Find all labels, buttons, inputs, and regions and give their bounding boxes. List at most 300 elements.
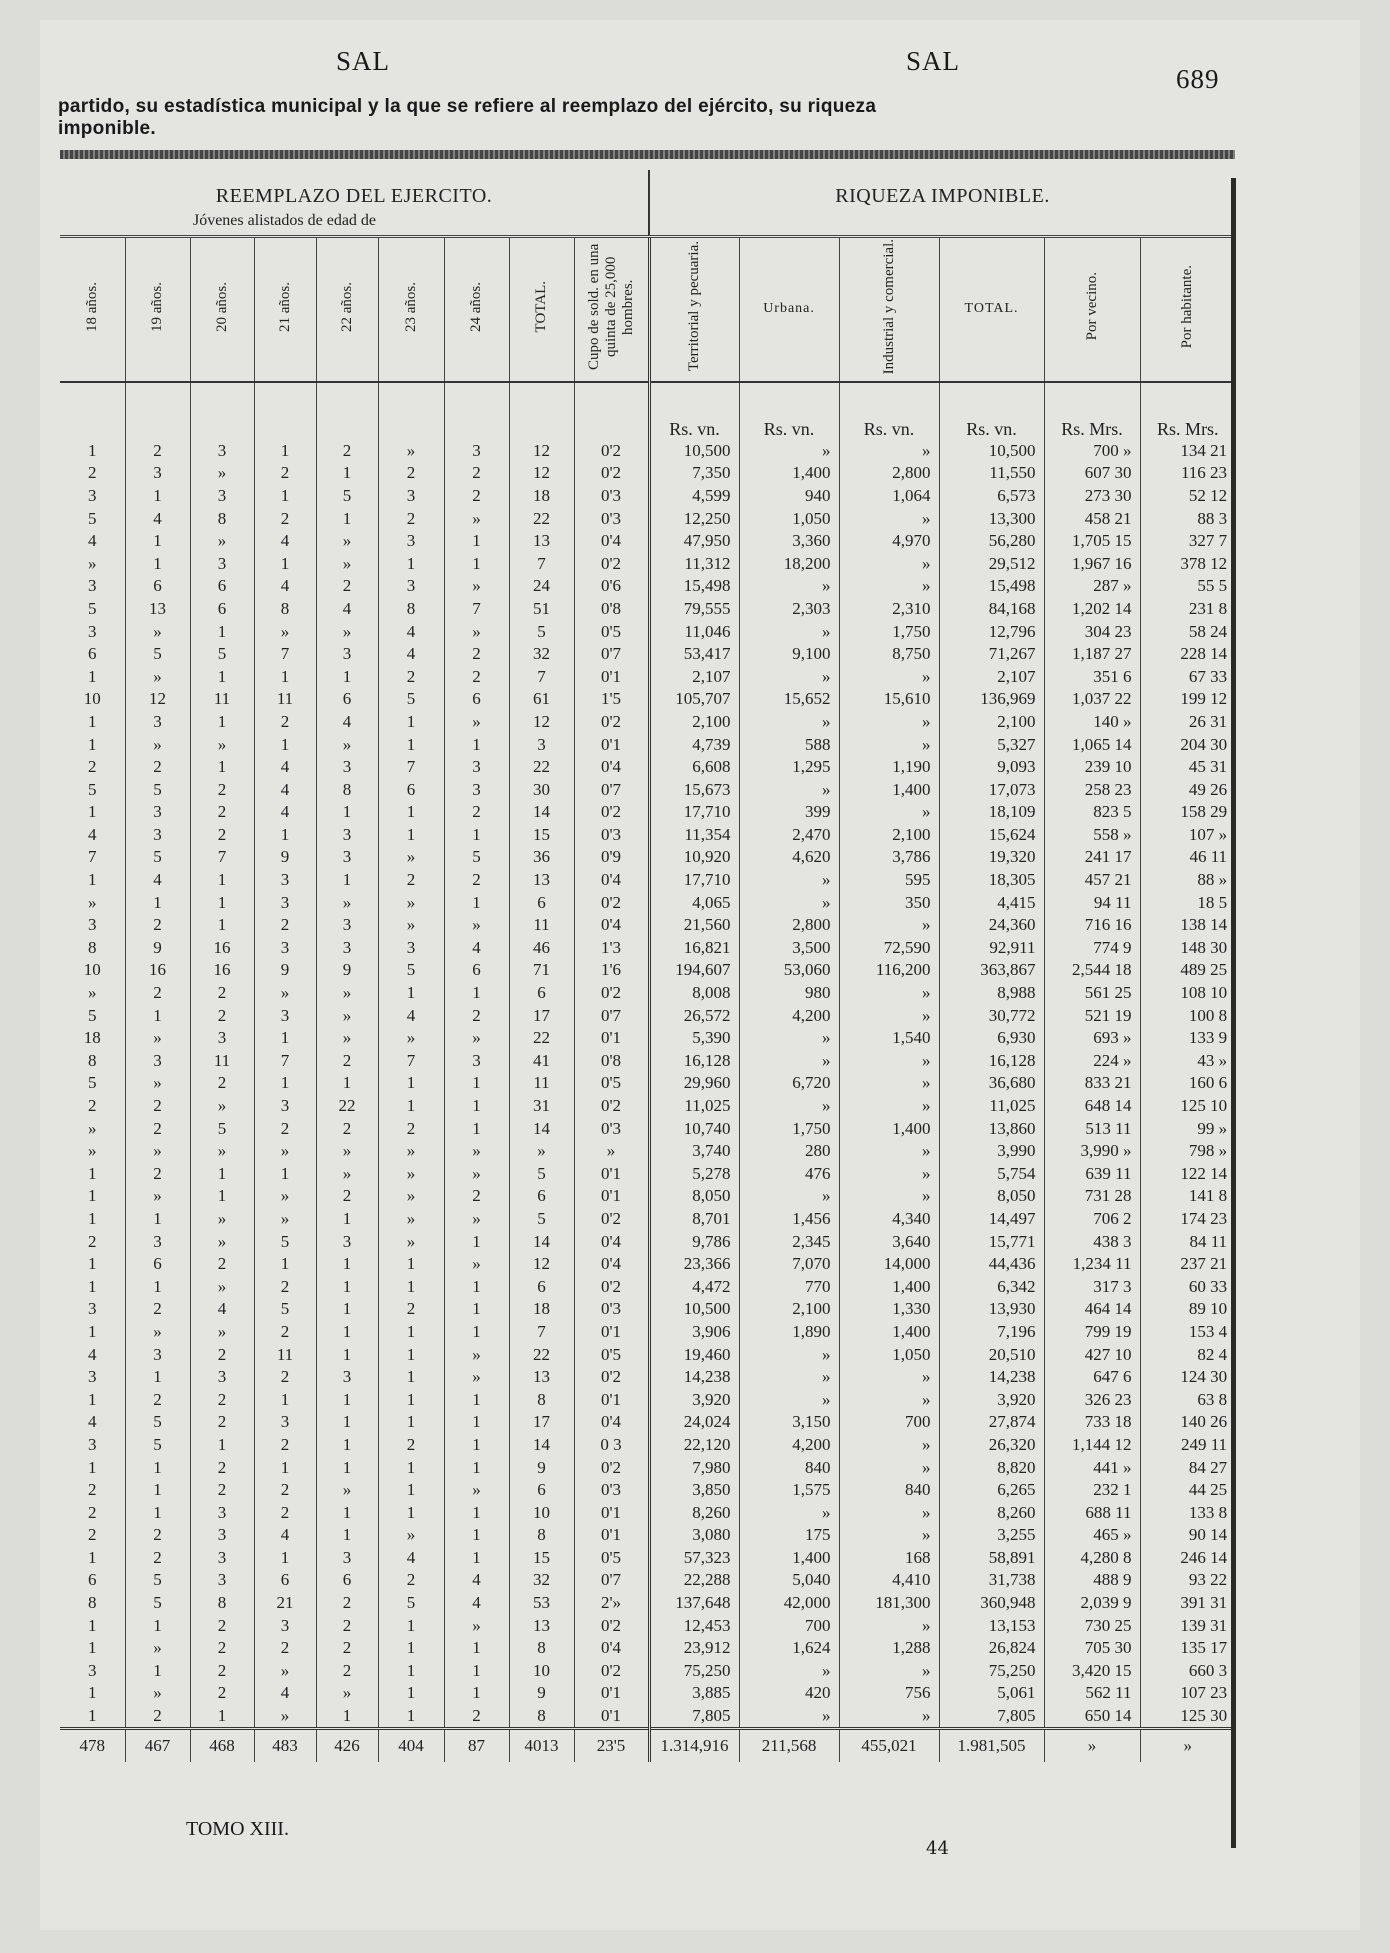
table-cell: 4 xyxy=(378,1004,444,1027)
table-cell: 363,867 xyxy=(939,959,1044,982)
table-cell: 1 xyxy=(378,1366,444,1389)
table-cell: 650 14 xyxy=(1044,1705,1140,1729)
table-cell: 168 xyxy=(839,1547,939,1570)
table-cell: 11 xyxy=(509,1072,574,1095)
table-cell: 9 xyxy=(125,937,190,960)
table-cell: 840 xyxy=(839,1479,939,1502)
table-cell: 3 xyxy=(316,756,378,779)
table-cell: 1 xyxy=(60,1637,125,1660)
table-cell: 15,610 xyxy=(839,688,939,711)
table-cell: 8 xyxy=(60,1050,125,1073)
table-cell: 5 xyxy=(190,1117,254,1140)
table-cell: » xyxy=(190,733,254,756)
table-cell: 327 7 xyxy=(1188,531,1228,551)
table-cell: 58,891 xyxy=(939,1547,1044,1570)
table-cell: » xyxy=(125,620,190,643)
table-cell: 0'5 xyxy=(574,1343,649,1366)
table-cell: 0'3 xyxy=(574,1117,649,1140)
table-row xyxy=(60,1366,1235,1389)
table-cell: 2,800 xyxy=(739,914,839,937)
table-cell: 0'2 xyxy=(574,552,649,575)
table-cell: 11 xyxy=(190,688,254,711)
table-cell: 588 xyxy=(739,733,839,756)
table-cell: 3,885 xyxy=(649,1682,739,1705)
table-cell: 1 xyxy=(60,1682,125,1705)
table-cell: 3 xyxy=(316,914,378,937)
table-cell: » xyxy=(444,711,509,734)
table-cell: » xyxy=(839,1456,939,1479)
table-cell: 3 xyxy=(316,824,378,847)
table-cell: » xyxy=(444,507,509,530)
table-cell: 2 xyxy=(378,462,444,485)
table-cell: 2 xyxy=(254,1479,316,1502)
table-cell: 4 xyxy=(60,1411,125,1434)
table-cell: 4,472 xyxy=(649,1275,739,1298)
table-cell: 11,354 xyxy=(649,824,739,847)
table-cell: 4 xyxy=(60,530,125,553)
table-cell: » xyxy=(125,1682,190,1705)
table-cell: 1 xyxy=(190,620,254,643)
table-cell: 8 xyxy=(190,507,254,530)
table-cell: 5 xyxy=(125,1569,190,1592)
total-cell: » xyxy=(1140,1728,1235,1762)
table-cell: 733 18 xyxy=(1044,1411,1140,1434)
col-por-vecino: Por vecino. xyxy=(1044,236,1140,382)
table-cell: 3 xyxy=(125,824,190,847)
table-cell: 5 xyxy=(125,1411,190,1434)
table-cell: 0'4 xyxy=(574,756,649,779)
total-cell: 1.981,505 xyxy=(939,1728,1044,1762)
table-cell: 26,572 xyxy=(649,1004,739,1027)
table-cell: 1 xyxy=(60,440,125,463)
table-cell: 6,720 xyxy=(739,1072,839,1095)
table-cell: » xyxy=(316,620,378,643)
table-cell: 13 xyxy=(125,598,190,621)
table-row xyxy=(60,643,1235,666)
table-cell: 63 8 xyxy=(1197,1389,1228,1409)
table-cell: 4,620 xyxy=(739,846,839,869)
table-cell: 8 xyxy=(509,1637,574,1660)
table-row xyxy=(60,801,1235,824)
total-cell: 483 xyxy=(254,1728,316,1762)
table-cell: 1 xyxy=(60,1705,125,1729)
table-cell: 8 xyxy=(509,1705,574,1729)
table-cell: 23,366 xyxy=(649,1253,739,1276)
table-cell: 1,540 xyxy=(839,1027,939,1050)
table-cell: 458 21 xyxy=(1044,507,1140,530)
total-cell: 467 xyxy=(125,1728,190,1762)
table-cell: » xyxy=(839,1366,939,1389)
table-cell: 3 xyxy=(316,643,378,666)
table-cell: 9,786 xyxy=(649,1230,739,1253)
table-cell: 1,967 16 xyxy=(1044,552,1140,575)
table-cell: 11 xyxy=(509,914,574,937)
table-cell: 140 » xyxy=(1044,711,1140,734)
table-cell: 3 xyxy=(60,485,125,508)
table-cell: 3 xyxy=(190,1569,254,1592)
table-row xyxy=(60,937,1235,960)
table-cell: 79,555 xyxy=(649,598,739,621)
table-cell: 3,920 xyxy=(649,1388,739,1411)
table-cell: 27,874 xyxy=(939,1411,1044,1434)
table-cell: 0'1 xyxy=(574,1321,649,1344)
table-cell: » xyxy=(839,1072,939,1095)
table-cell: 1 xyxy=(378,1388,444,1411)
table-cell: 9 xyxy=(509,1456,574,1479)
table-row xyxy=(60,846,1235,869)
total-cell: 468 xyxy=(190,1728,254,1762)
table-cell: 1 xyxy=(316,1343,378,1366)
table-cell: 3 xyxy=(125,1050,190,1073)
table-cell: 4,065 xyxy=(649,891,739,914)
table-cell: 1 xyxy=(60,733,125,756)
table-row xyxy=(60,1682,1235,1705)
table-cell: 3,786 xyxy=(839,846,939,869)
table-cell: 8 xyxy=(60,937,125,960)
table-cell: » xyxy=(378,846,444,869)
table-cell: 15,498 xyxy=(939,575,1044,598)
table-cell: 1 xyxy=(444,891,509,914)
table-cell: 6 xyxy=(190,575,254,598)
table-cell: 0 3 xyxy=(574,1434,649,1457)
table-cell: 6 xyxy=(125,1253,190,1276)
table-cell: » xyxy=(378,1208,444,1231)
table-cell: 6 xyxy=(509,891,574,914)
table-cell: 1,065 14 xyxy=(1044,733,1140,756)
table-cell: 3,150 xyxy=(739,1411,839,1434)
table-cell: 4,340 xyxy=(839,1208,939,1231)
table-cell: 11,025 xyxy=(649,1095,739,1118)
table-cell: 5 xyxy=(125,643,190,666)
table-cell: 20,510 xyxy=(939,1343,1044,1366)
table-cell: 1 xyxy=(60,801,125,824)
table-cell: 175 xyxy=(739,1524,839,1547)
table-cell: 1 xyxy=(190,665,254,688)
table-cell: 24,360 xyxy=(939,914,1044,937)
table-cell: 5 xyxy=(190,643,254,666)
table-cell: » xyxy=(316,891,378,914)
table-cell: 1,400 xyxy=(839,778,939,801)
table-cell: 137,648 xyxy=(649,1592,739,1615)
table-cell: 0'1 xyxy=(574,1163,649,1186)
table-cell: 6 xyxy=(125,575,190,598)
table-cell: 4 xyxy=(378,1547,444,1570)
right-rule xyxy=(1231,178,1236,1848)
table-cell: 0'3 xyxy=(574,485,649,508)
table-cell: 174 23 xyxy=(1180,1208,1228,1228)
table-cell: 1 xyxy=(378,1253,444,1276)
total-cell: 455,021 xyxy=(839,1728,939,1762)
table-cell: 11,046 xyxy=(649,620,739,643)
table-cell: 700 » xyxy=(1044,440,1140,463)
table-cell: 2 xyxy=(190,778,254,801)
table-cell: 4,739 xyxy=(649,733,739,756)
table-cell: 15,771 xyxy=(939,1230,1044,1253)
table-cell: 4 xyxy=(316,711,378,734)
group-riqueza: RIQUEZA IMPONIBLE. xyxy=(835,185,1050,207)
table-cell: 3 xyxy=(60,575,125,598)
table-cell: 3 xyxy=(254,937,316,960)
table-cell: 5 xyxy=(316,485,378,508)
table-cell: 0'2 xyxy=(574,1208,649,1231)
table-row xyxy=(60,1072,1235,1095)
table-cell: 1 xyxy=(444,1682,509,1705)
table-cell: 18,109 xyxy=(939,801,1044,824)
table-cell: 122 14 xyxy=(1180,1163,1228,1183)
table-cell: 14,238 xyxy=(939,1366,1044,1389)
table-cell: » xyxy=(739,665,839,688)
table-cell: 0'5 xyxy=(574,620,649,643)
table-cell: 5 xyxy=(125,1592,190,1615)
col-21-anos: 21 años. xyxy=(254,236,316,382)
table-cell: 41 xyxy=(509,1050,574,1073)
table-cell: 1 xyxy=(316,1388,378,1411)
total-cell: 426 xyxy=(316,1728,378,1762)
table-cell: 1 xyxy=(316,507,378,530)
table-cell: 5 xyxy=(60,1004,125,1027)
table-cell: 3 xyxy=(316,1547,378,1570)
table-cell: 10,500 xyxy=(649,440,739,463)
table-cell: » xyxy=(60,552,125,575)
table-cell: 13 xyxy=(509,1614,574,1637)
table-cell: 2 xyxy=(125,1524,190,1547)
unit-label: Rs. vn. xyxy=(839,382,939,440)
table-cell: 3 xyxy=(125,1230,190,1253)
table-cell: 148 30 xyxy=(1180,937,1228,957)
table-cell: 6,608 xyxy=(649,756,739,779)
table-cell: 1 xyxy=(444,1456,509,1479)
table-cell: 6 xyxy=(254,1569,316,1592)
table-cell: 158 29 xyxy=(1180,802,1228,822)
total-cell: 87 xyxy=(444,1728,509,1762)
table-cell: 7 xyxy=(509,552,574,575)
table-cell: 116 23 xyxy=(1180,463,1228,483)
table-cell: » xyxy=(839,1050,939,1073)
table-row xyxy=(60,1411,1235,1434)
table-cell: 0'5 xyxy=(574,1547,649,1570)
table-cell: 441 » xyxy=(1044,1456,1140,1479)
table-cell: 1 xyxy=(125,891,190,914)
table-cell: 4,970 xyxy=(839,530,939,553)
table-cell: 2 xyxy=(316,1660,378,1683)
table-cell: 5 xyxy=(125,778,190,801)
table-cell: 16,128 xyxy=(649,1050,739,1073)
table-cell: 99 » xyxy=(1197,1118,1228,1138)
table-cell: 13 xyxy=(509,530,574,553)
table-cell: 90 14 xyxy=(1188,1525,1228,1545)
table-cell: 2 xyxy=(190,1479,254,1502)
table-cell: 2 xyxy=(378,1569,444,1592)
table-cell: 53,417 xyxy=(649,643,739,666)
table-cell: 49 26 xyxy=(1188,779,1228,799)
table-cell: » xyxy=(316,1682,378,1705)
table-cell: 1,400 xyxy=(739,462,839,485)
table-row xyxy=(60,1660,1235,1683)
table-cell: 26,320 xyxy=(939,1434,1044,1457)
table-cell: 17,710 xyxy=(649,869,739,892)
table-cell: 3 xyxy=(378,937,444,960)
table-cell: 3 xyxy=(316,1230,378,1253)
table-cell: 141 8 xyxy=(1188,1186,1228,1206)
table-cell: 2 xyxy=(125,1388,190,1411)
table-cell: 5 xyxy=(509,1163,574,1186)
table-cell: » xyxy=(254,1185,316,1208)
table-cell: 1 xyxy=(316,1253,378,1276)
table-cell: 138 14 xyxy=(1180,915,1228,935)
table-cell: 1 xyxy=(125,1208,190,1231)
table-cell: 1 xyxy=(444,1275,509,1298)
table-cell: » xyxy=(190,1275,254,1298)
table-cell: 2 xyxy=(190,1004,254,1027)
table-cell: 0'3 xyxy=(574,507,649,530)
col-total-riqueza: TOTAL. xyxy=(939,236,1044,382)
col-24-anos: 24 años. xyxy=(444,236,509,382)
table-cell: 2 xyxy=(125,1705,190,1729)
table-cell: 10,740 xyxy=(649,1117,739,1140)
table-cell: 2 xyxy=(125,1117,190,1140)
table-cell: 11,025 xyxy=(939,1095,1044,1118)
table-cell: 8 xyxy=(60,1592,125,1615)
table-cell: 1,064 xyxy=(839,485,939,508)
table-cell: 1 xyxy=(125,1614,190,1637)
table-cell: 3 xyxy=(190,1547,254,1570)
table-cell: 30,772 xyxy=(939,1004,1044,1027)
table-cell: 11 xyxy=(254,1343,316,1366)
table-cell: 1,295 xyxy=(739,756,839,779)
table-cell: 14,497 xyxy=(939,1208,1044,1231)
table-cell: 107 » xyxy=(1188,824,1228,844)
table-cell: 8,820 xyxy=(939,1456,1044,1479)
table-cell: 4 xyxy=(254,1524,316,1547)
table-cell: 0'4 xyxy=(574,914,649,937)
table-cell: 2,544 18 xyxy=(1044,959,1140,982)
table-cell: 116,200 xyxy=(839,959,939,982)
table-cell: 7,070 xyxy=(739,1253,839,1276)
total-cell: 23'5 xyxy=(574,1728,649,1762)
table-cell: » xyxy=(839,733,939,756)
table-cell: 7,196 xyxy=(939,1321,1044,1344)
table-cell: 688 11 xyxy=(1044,1501,1140,1524)
table-cell: 10 xyxy=(509,1660,574,1683)
statistics-table xyxy=(60,170,1235,1762)
table-cell: 1 xyxy=(444,824,509,847)
table-cell: 833 21 xyxy=(1044,1072,1140,1095)
table-cell: 2 xyxy=(190,1388,254,1411)
table-cell: 9,093 xyxy=(939,756,1044,779)
table-cell: 2,345 xyxy=(739,1230,839,1253)
table-cell: 2 xyxy=(125,440,190,463)
table-cell: » xyxy=(378,440,444,463)
table-cell: 799 19 xyxy=(1044,1321,1140,1344)
table-cell: 476 xyxy=(739,1163,839,1186)
table-cell: 0'3 xyxy=(574,1479,649,1502)
table-cell: 1,456 xyxy=(739,1208,839,1231)
table-cell: 1 xyxy=(378,711,444,734)
table-cell: » xyxy=(444,1208,509,1231)
table-cell: 88 3 xyxy=(1197,508,1228,528)
table-cell: 60 33 xyxy=(1188,1276,1228,1296)
table-cell: » xyxy=(190,1230,254,1253)
table-cell: 1 xyxy=(316,1524,378,1547)
table-cell: 304 23 xyxy=(1044,620,1140,643)
table-cell: 43 » xyxy=(1197,1050,1228,1070)
table-cell: 1 xyxy=(444,1117,509,1140)
totals-row xyxy=(60,1728,1235,1762)
table-cell: 1 xyxy=(378,1275,444,1298)
table-cell: 8,260 xyxy=(649,1501,739,1524)
table-cell: » xyxy=(839,552,939,575)
table-row xyxy=(60,1614,1235,1637)
table-cell: 10 xyxy=(60,688,125,711)
group-reemplazo: REEMPLAZO DEL EJERCITO. xyxy=(60,170,649,208)
table-cell: 2 xyxy=(444,485,509,508)
table-cell: 5 xyxy=(60,778,125,801)
table-cell: » xyxy=(444,1253,509,1276)
table-cell: 3 xyxy=(254,1095,316,1118)
table-cell: 1 xyxy=(378,1705,444,1729)
table-cell: 5 xyxy=(60,507,125,530)
table-cell: 1 xyxy=(444,1660,509,1683)
table-cell: 19,460 xyxy=(649,1343,739,1366)
table-cell: 13,153 xyxy=(939,1614,1044,1637)
table-cell: 3 xyxy=(190,1027,254,1050)
table-cell: 6,573 xyxy=(939,485,1044,508)
table-cell: 3 xyxy=(125,711,190,734)
table-row xyxy=(60,1230,1235,1253)
table-cell: 3 xyxy=(378,575,444,598)
table-cell: 1 xyxy=(316,1434,378,1457)
table-cell: 1 xyxy=(190,914,254,937)
table-cell: 12 xyxy=(509,1253,574,1276)
table-cell: » xyxy=(316,552,378,575)
table-cell: 4,410 xyxy=(839,1569,939,1592)
table-cell: 75,250 xyxy=(649,1660,739,1683)
unit-label: Rs. vn. xyxy=(649,382,739,440)
table-cell: » xyxy=(190,1140,254,1163)
table-cell: 6 xyxy=(60,643,125,666)
table-row xyxy=(60,1524,1235,1547)
table-cell: 125 10 xyxy=(1180,1096,1228,1116)
table-cell: 1 xyxy=(60,1388,125,1411)
table-cell: 1,624 xyxy=(739,1637,839,1660)
table-cell: 3 xyxy=(60,914,125,937)
table-cell: » xyxy=(444,1140,509,1163)
table-cell: 57,323 xyxy=(649,1547,739,1570)
table-cell: 3 xyxy=(125,1343,190,1366)
table-cell: 2 xyxy=(60,1479,125,1502)
table-cell: 1 xyxy=(60,1275,125,1298)
table-cell: 561 25 xyxy=(1044,982,1140,1005)
table-cell: 31 xyxy=(509,1095,574,1118)
table-cell: 11 xyxy=(254,688,316,711)
table-cell: » xyxy=(60,891,125,914)
table-cell: 8 xyxy=(378,598,444,621)
table-cell: 3 xyxy=(316,937,378,960)
table-cell: 12 xyxy=(509,462,574,485)
table-cell: 16 xyxy=(190,959,254,982)
table-cell: 46 xyxy=(509,937,574,960)
table-cell: » xyxy=(444,620,509,643)
table-cell: 1,575 xyxy=(739,1479,839,1502)
table-cell: 12,250 xyxy=(649,507,739,530)
table-cell: 2,310 xyxy=(839,598,939,621)
table-row xyxy=(60,1479,1235,1502)
table-cell: 6,265 xyxy=(939,1479,1044,1502)
table-cell: 228 14 xyxy=(1180,644,1228,664)
table-cell: 0'2 xyxy=(574,891,649,914)
table-cell: 326 23 xyxy=(1044,1388,1140,1411)
table-cell: 7 xyxy=(254,1050,316,1073)
